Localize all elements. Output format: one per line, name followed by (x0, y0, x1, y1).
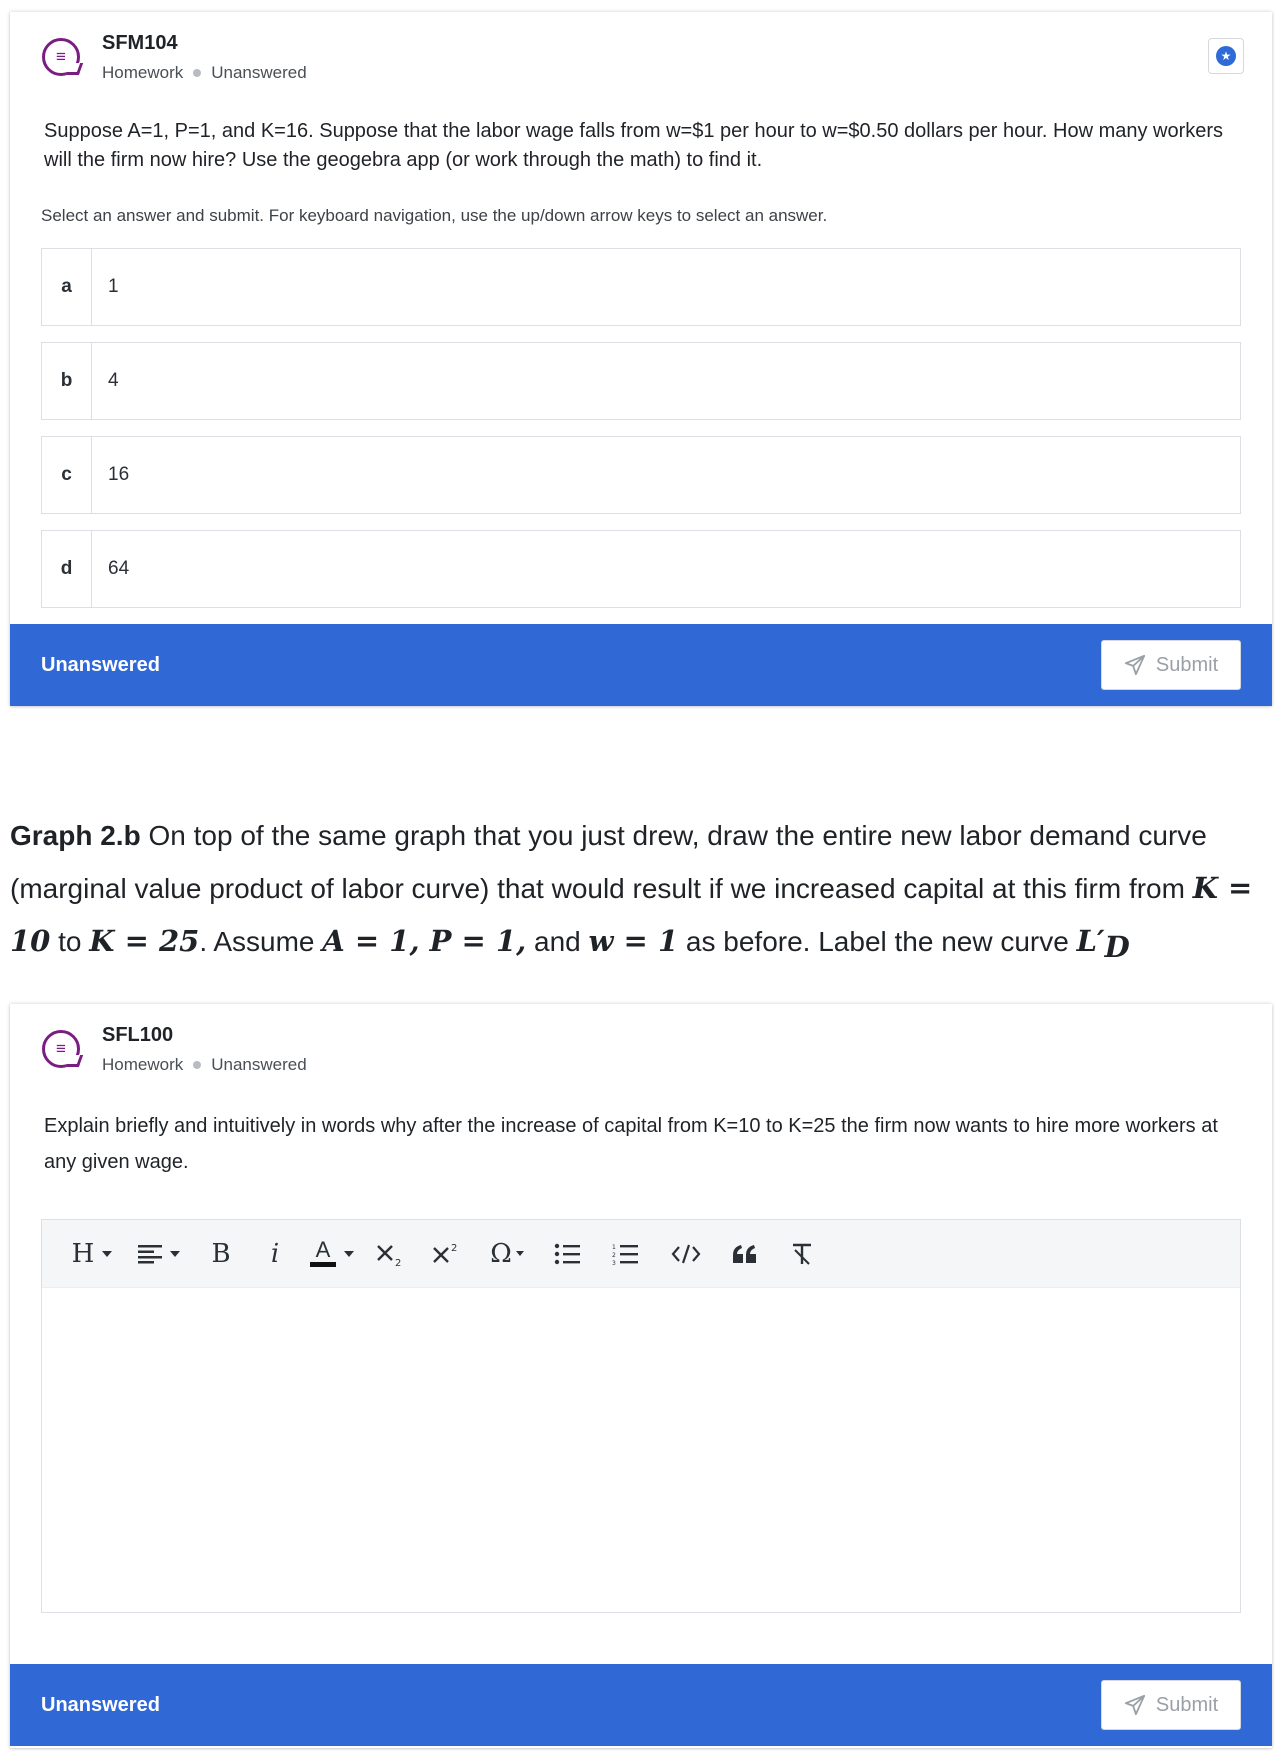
question-type: Homework (102, 1055, 184, 1074)
math-k10: K = 10 (10, 871, 1253, 958)
bulleted-list-button[interactable] (540, 1232, 594, 1276)
chevron-down-icon (344, 1251, 354, 1257)
superscript-icon (431, 1241, 461, 1267)
option-letter: d (42, 531, 92, 607)
answer-textarea[interactable] (42, 1288, 1240, 1612)
option-value: 1 (108, 276, 119, 297)
heading-icon: H (71, 1238, 95, 1269)
question-status: Unanswered (211, 1055, 307, 1074)
answer-status: Unanswered (41, 1693, 160, 1716)
subscript-icon (375, 1241, 405, 1267)
option-letter: a (42, 249, 92, 325)
numbered-list-icon (612, 1243, 638, 1265)
answer-option-a[interactable] (41, 248, 1241, 326)
rich-text-editor (41, 1219, 1241, 1613)
chevron-down-icon (516, 1251, 524, 1256)
answer-option-c[interactable] (41, 436, 1241, 514)
align-left-icon (138, 1244, 162, 1264)
bookmark-star-button[interactable] (1208, 38, 1244, 74)
question-text: Suppose A=1, P=1, and K=16. Suppose that the labor wage falls from w=$1 per hour to w=$0.50 dollars per hour. How many workers will the firm now hire? Use the geogebra app (or work through the math) to find it. (44, 120, 1224, 171)
separator-dot (193, 69, 201, 77)
send-icon (1124, 1694, 1146, 1716)
graph-instructions (10, 810, 1266, 973)
italic-button[interactable] (248, 1232, 302, 1276)
superscript-button[interactable] (418, 1232, 474, 1276)
discussion-question-icon: ≡ (42, 38, 80, 76)
graph-text-1: On top of the same graph that you just drew, draw the entire new labor demand curve (marginal value product of labor curve) that would result if we increased capital at this firm from (10, 820, 1207, 904)
clear-formatting-icon (789, 1242, 815, 1266)
answer-instructions: Select an answer and submit. For keyboard navigation, use the up/down arrow keys to select an answer. (41, 206, 828, 225)
graph-text-2: to (50, 926, 90, 957)
italic-icon: i (270, 1238, 280, 1269)
svg-text:2: 2 (395, 1257, 402, 1267)
submit-button[interactable] (1101, 640, 1241, 690)
math-ld-subscript: D (1104, 930, 1130, 964)
graph-text-3: . Assume (199, 926, 323, 957)
svg-text:2: 2 (451, 1242, 458, 1254)
option-letter: b (42, 343, 92, 419)
question-meta (102, 1055, 307, 1075)
math-ld-prime: L′ (1076, 924, 1105, 958)
option-value: 16 (108, 464, 130, 485)
answer-status-bar (10, 1664, 1272, 1746)
submit-button[interactable] (1101, 1680, 1241, 1730)
submit-label: Submit (1155, 653, 1219, 676)
graph-text-5: as before. Label the new curve (678, 926, 1077, 957)
bold-button[interactable] (194, 1232, 248, 1276)
submit-label: Submit (1155, 1693, 1219, 1716)
bulleted-list-icon (554, 1243, 580, 1265)
heading-dropdown[interactable] (60, 1232, 124, 1276)
math-w1: w = 1 (588, 924, 679, 958)
text-color-icon: A (310, 1240, 336, 1267)
answer-option-b[interactable] (41, 342, 1241, 420)
separator-dot (193, 1061, 201, 1069)
svg-text:3: 3 (612, 1259, 616, 1265)
question-card-sfl100 (10, 1004, 1272, 1748)
question-meta (102, 63, 307, 83)
question-type: Homework (102, 63, 184, 82)
discussion-question-icon: ≡ (42, 1030, 80, 1068)
math-apw: A = 1, P = 1, (322, 924, 527, 958)
question-id: SFM104 (102, 32, 178, 54)
clear-formatting-button[interactable] (774, 1232, 830, 1276)
blockquote-button[interactable] (716, 1232, 774, 1276)
blockquote-icon (732, 1244, 758, 1264)
bold-icon: B (211, 1238, 231, 1269)
option-letter: c (42, 437, 92, 513)
question-text: Explain briefly and intuitively in words why after the increase of capital from K=10 to K=25 the firm now wants to hire more workers at any given wage. (44, 1115, 1218, 1173)
option-value: 64 (108, 558, 130, 579)
question-id: SFL100 (102, 1024, 174, 1046)
omega-icon: Ω (490, 1238, 512, 1269)
code-button[interactable] (656, 1232, 716, 1276)
svg-text:1: 1 (612, 1243, 616, 1251)
send-icon (1124, 654, 1146, 676)
question-status: Unanswered (211, 63, 307, 82)
chevron-down-icon (102, 1251, 112, 1257)
numbered-list-button[interactable] (594, 1232, 656, 1276)
special-characters-dropdown[interactable] (474, 1232, 540, 1276)
math-k25: K = 25 (89, 924, 200, 958)
graph-text-4: and (526, 926, 589, 957)
answer-status-bar (10, 624, 1272, 706)
answer-option-d[interactable] (41, 530, 1241, 608)
graph-label: Graph 2.b (10, 820, 141, 851)
question-card-sfm104 (10, 12, 1272, 706)
text-color-dropdown[interactable] (302, 1232, 362, 1276)
star-icon: ★ (1216, 46, 1236, 66)
subscript-button[interactable] (362, 1232, 418, 1276)
chevron-down-icon (170, 1251, 180, 1257)
align-dropdown[interactable] (124, 1232, 194, 1276)
editor-toolbar (42, 1220, 1240, 1288)
code-icon (671, 1243, 701, 1265)
svg-text:2: 2 (612, 1251, 616, 1259)
option-value: 4 (108, 370, 119, 391)
answer-status: Unanswered (41, 653, 160, 676)
